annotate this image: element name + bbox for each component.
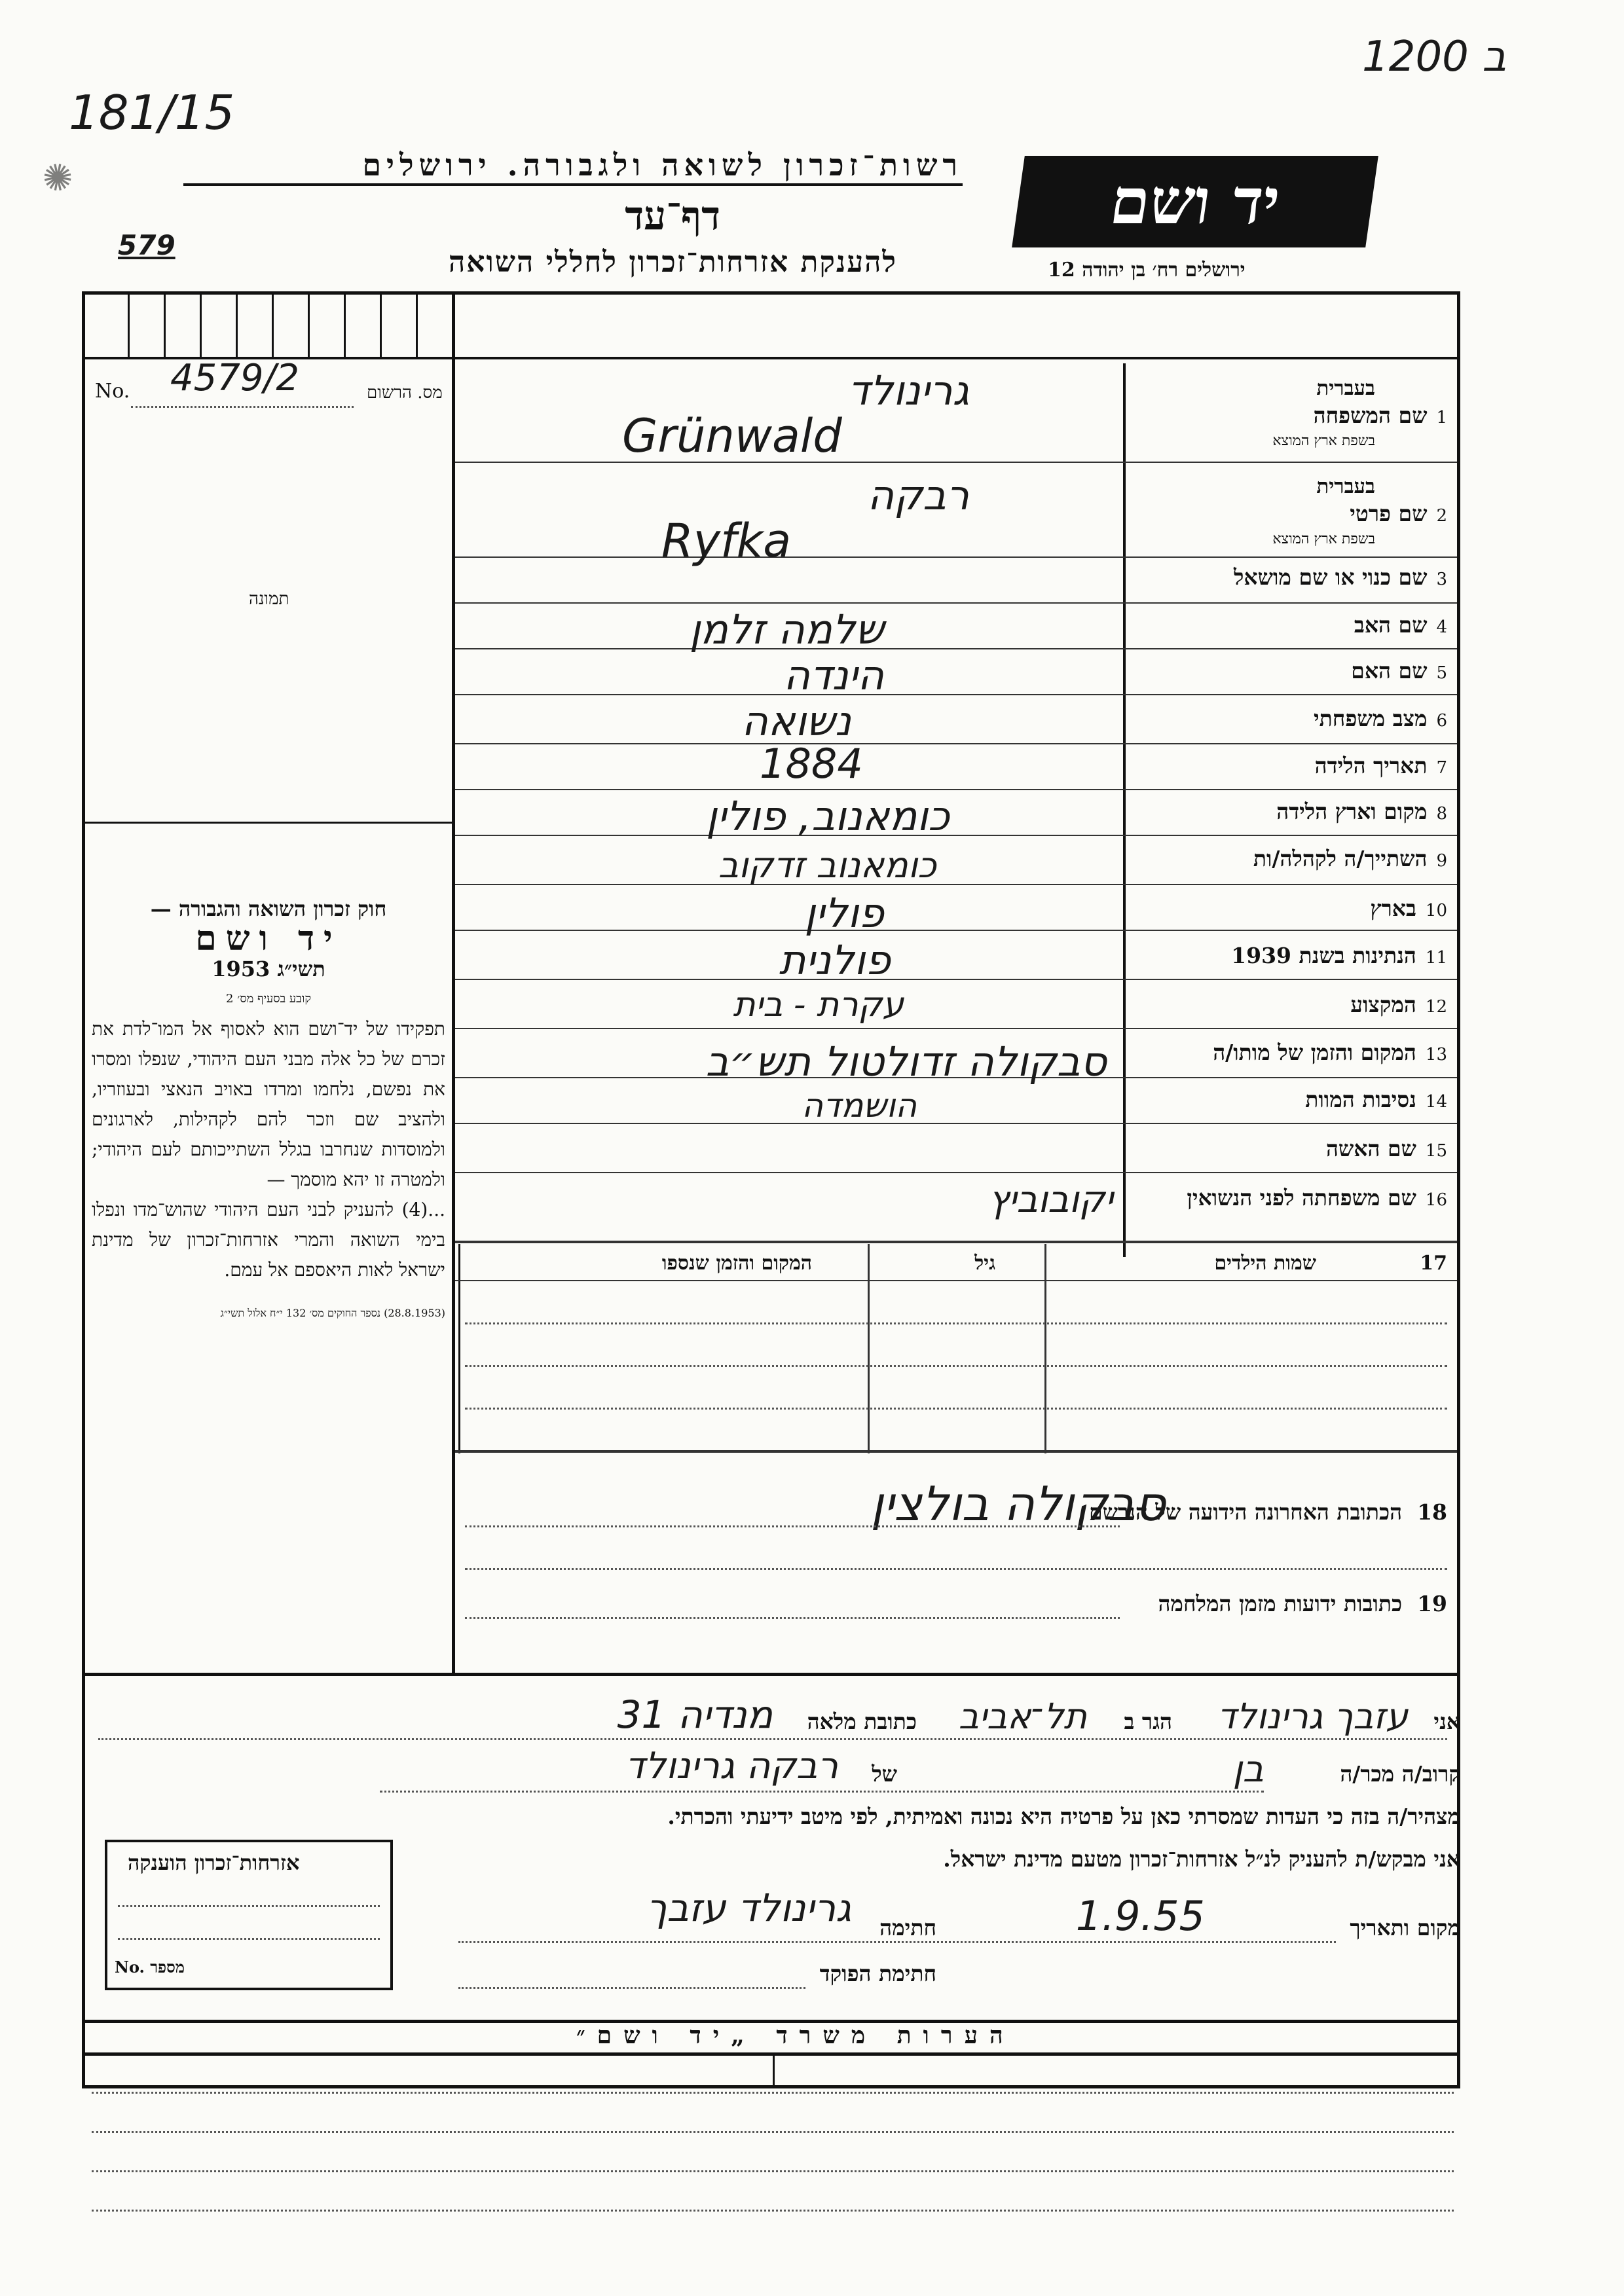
row-divider (455, 556, 1457, 558)
of-label: של (872, 1761, 897, 1787)
dotted-line (98, 1738, 1447, 1740)
tick-box (236, 295, 238, 357)
death-place-time-value: סבקולה זדולטול תש״ב (705, 1038, 1107, 1085)
residing-in-label: הגר ב (1124, 1709, 1172, 1734)
tick-box (272, 295, 274, 357)
row-divider (455, 1028, 1457, 1029)
dotted-line (465, 1408, 1447, 1410)
row-divider (455, 884, 1457, 885)
country-language-label: בשפת ארץ המוצא (1272, 433, 1375, 449)
declarant-city-value: תל־אביב (958, 1696, 1087, 1737)
nationality-value: פולנית (779, 936, 891, 984)
children-field-number: 17 (1420, 1252, 1447, 1275)
signature-label: חתימה (879, 1915, 936, 1941)
field-9-label: 9השתייך/ה לקהלה/ות (1253, 846, 1447, 871)
photo-label: תמונה (249, 589, 289, 609)
corner-number: ב 1200 (1362, 33, 1507, 81)
children-place-time-header: המקום והזמן שנספו (661, 1252, 812, 1275)
full-address-label: כתובת מלאה (807, 1709, 917, 1734)
field-2-label: 2שם פרטי (1350, 501, 1447, 526)
row-divider (455, 694, 1457, 695)
officer-signature-label: חתימת הפוקד (819, 1961, 936, 1986)
children-col-divider (868, 1244, 870, 1453)
place-date-label: מקום ותאריך (1350, 1915, 1460, 1941)
dotted-line (465, 1568, 1447, 1570)
field-6-label: 6מצב משפחתי (1314, 706, 1447, 731)
field-4-label: 4שם האב (1354, 612, 1447, 638)
dotted-line (465, 1322, 1447, 1324)
registration-no-label: No. (95, 380, 130, 403)
community-value: כומאנוב זדקוב (718, 845, 936, 886)
field-1-label: 1שם המשפחה (1313, 403, 1447, 428)
photo-area-divider (82, 822, 455, 824)
field-8-label: 8מקום וארץ הלידה (1276, 799, 1447, 824)
children-names-header: שמות הילדים (1214, 1252, 1316, 1275)
surname-hebrew-value: גרינולד (847, 367, 969, 414)
children-col-divider (1044, 1244, 1046, 1453)
children-col-divider (458, 1244, 460, 1453)
field-12-label: 12המקצוע (1350, 992, 1447, 1017)
surname-native-value: Grünwald (622, 409, 842, 463)
tick-box (128, 295, 130, 357)
field-14-label: 14נסיבות המוות (1305, 1087, 1447, 1112)
maiden-name-value: יקובוביץ (988, 1178, 1113, 1221)
law-clause-4: ...(4) להעניק לבני העם היהודי שהוש־מדו ונפלו בימי השואה והמרי אזרחות־זכרון של מדינת ישראל לאות היאספם אל עמם. (92, 1199, 445, 1281)
dotted-line (465, 1617, 1120, 1619)
in-hebrew-tag: בעברית (1316, 376, 1375, 400)
q19-label: 19 כתובות ידועות מזמן המלחמה (1158, 1591, 1447, 1616)
profession-value: עקרת - בית (733, 985, 904, 1025)
handwritten-number: 579 (118, 229, 175, 261)
in-hebrew-tag: בעברית (1316, 475, 1375, 498)
tick-box (344, 295, 346, 357)
organization-name: רשות־זכרון לשואה ולגבורה. ירושלים (362, 147, 963, 183)
handwritten-file-mark: 181/15 (69, 85, 235, 140)
tick-box (164, 295, 166, 357)
row-divider (455, 743, 1457, 744)
declarant-signature: גרינולד עזבך (646, 1886, 851, 1930)
row-divider (455, 1241, 1457, 1243)
field-5-label: 5שם האם (1351, 658, 1447, 683)
dotted-line (458, 1987, 805, 1989)
field-15-label: 15שם האשה (1325, 1136, 1447, 1161)
law-year: תשי״ג 1953 (212, 957, 325, 981)
dotted-line (118, 1938, 380, 1940)
dotted-line (131, 406, 354, 408)
q18-label: 18 הכתובת האחרונה הידועה של הנרשם (1089, 1499, 1447, 1525)
row-divider (455, 602, 1457, 604)
registration-no-hebrew-label: מס. הרשום (367, 383, 443, 403)
law-footnote: (28.8.1953) נספר החוקים מס׳ 132 י״ח אלול תשי״ג (220, 1307, 445, 1319)
office-notes-title: הערות משרד „יד ושם״ (576, 2022, 1015, 2049)
tick-box (308, 295, 310, 357)
field-10-label: 10בארץ (1370, 896, 1447, 921)
law-clause-ref: קובע בסעיף מס׳ 2 (226, 992, 311, 1006)
citizenship-number-label: No. מספר (115, 1958, 185, 1977)
logo-address: ירושלים רח׳ בן יהודה 12 (1048, 259, 1246, 282)
declarant-name-value: עזבך גרינולד (1217, 1696, 1408, 1737)
marital-status-value: נשואה (741, 697, 851, 745)
first-name-hebrew-value: רבקה (867, 471, 969, 519)
relation-value: בן (1232, 1748, 1264, 1791)
dotted-line (465, 1525, 1120, 1527)
row-divider (455, 648, 1457, 649)
law-body: תפקידו של יד־ושם הוא לאסוף אל המו־לדת את זכרם של כל אלה מבני העם היהודי, שנפלו ומסרו את נפשם, נלחמו ומרדו באויב הנאצי ובעוזריו, ולהציב שם וזכר להם לקהילות, לארגונים ולמוסדות שנחרבו בגלל השתייכותם לעם היהודי; ולמטרה זו יהא מוסמך — (92, 1018, 445, 1190)
registration-no-value: 4579/2 (170, 357, 300, 399)
dotted-line (92, 2131, 1454, 2133)
row-divider (455, 835, 1457, 836)
row-divider (455, 462, 1457, 463)
last-address-value: סבקולה בולצין (870, 1476, 1166, 1531)
row-divider (455, 979, 1457, 980)
field-11-label: 11הנתינות בשנת 1939 (1231, 943, 1447, 968)
row-divider (455, 1280, 1457, 1281)
faded-stamp: ✺ (38, 154, 78, 203)
field-3-label: 3שם כנוי או שם מושאל (1234, 564, 1447, 590)
tick-box (200, 295, 202, 357)
dotted-line (118, 1905, 380, 1907)
birth-date-value: 1884 (760, 740, 863, 788)
dotted-line (92, 2210, 1454, 2212)
row-divider (455, 1450, 1457, 1453)
field-13-label: 13המקום והזמן של מותו/ה (1213, 1040, 1447, 1065)
left-column-divider (452, 291, 455, 1676)
country-language-label: בשפת ארץ המוצא (1272, 531, 1375, 547)
form-subtitle: להענקת אזרחות־זכרון לחללי השואה (448, 246, 897, 279)
row-divider (455, 930, 1457, 931)
row-divider (455, 789, 1457, 790)
victim-name-value: רבקה גרינולד (625, 1745, 838, 1787)
section-divider (82, 1673, 1460, 1676)
declaration-statement: מצהיר/ה בזה כי העדות שמסרתי כאן על פרטיה היא נכונה ואמיתית, לפי מיטב ידיעתי והכרתי. (667, 1804, 1460, 1829)
field-number: 1 (1436, 408, 1447, 428)
dotted-line (465, 1365, 1447, 1367)
notes-divider (773, 2056, 775, 2088)
law-title: חוק זכרון השואה והגבורה — (150, 896, 387, 921)
death-circumstances-value: הושמדה (802, 1087, 917, 1125)
field-16-label: 16שם משפחתה לפני הנשואין (1187, 1185, 1447, 1211)
place-date-value: 1.9.55 (1075, 1892, 1205, 1940)
first-name-native-value: Ryfka (661, 514, 792, 568)
children-age-header: גיל (974, 1252, 995, 1275)
request-statement: אני מבקש/ת להעניק לנ״ל אזרחות־זכרון מטעם מדינת ישראל. (943, 1846, 1460, 1872)
father-name-value: שלמה זלמן (689, 606, 884, 653)
field-7-label: 7תאריך הלידה (1314, 753, 1447, 778)
dotted-line (92, 2170, 1454, 2172)
tick-box (380, 295, 382, 357)
law-sidebar (92, 894, 445, 1328)
law-yad-vashem: יד ושם (195, 919, 342, 958)
birthplace-value: כומאנוב, פולין (706, 792, 950, 840)
dotted-line (380, 1791, 1264, 1793)
country-value: פולין (804, 889, 884, 937)
yad-vashem-logo: יד ושם (1012, 156, 1378, 247)
header-rule (183, 183, 963, 186)
dotted-line (92, 2092, 1454, 2094)
row-divider (455, 1123, 1457, 1124)
declarant-address-value: מנדיה 31 (617, 1692, 773, 1737)
relation-label: קרוב/ה מכר/ה (1340, 1761, 1460, 1787)
row-divider (455, 1172, 1457, 1173)
dotted-line (458, 1941, 1336, 1943)
declarant-prefix: אני (1433, 1709, 1460, 1734)
mother-name-value: הינדה (783, 651, 884, 699)
citizenship-granted-title: אזרחות־זכרון הוענקה (128, 1850, 300, 1875)
tick-box (416, 295, 418, 357)
form-title: דף־עד (625, 193, 720, 239)
